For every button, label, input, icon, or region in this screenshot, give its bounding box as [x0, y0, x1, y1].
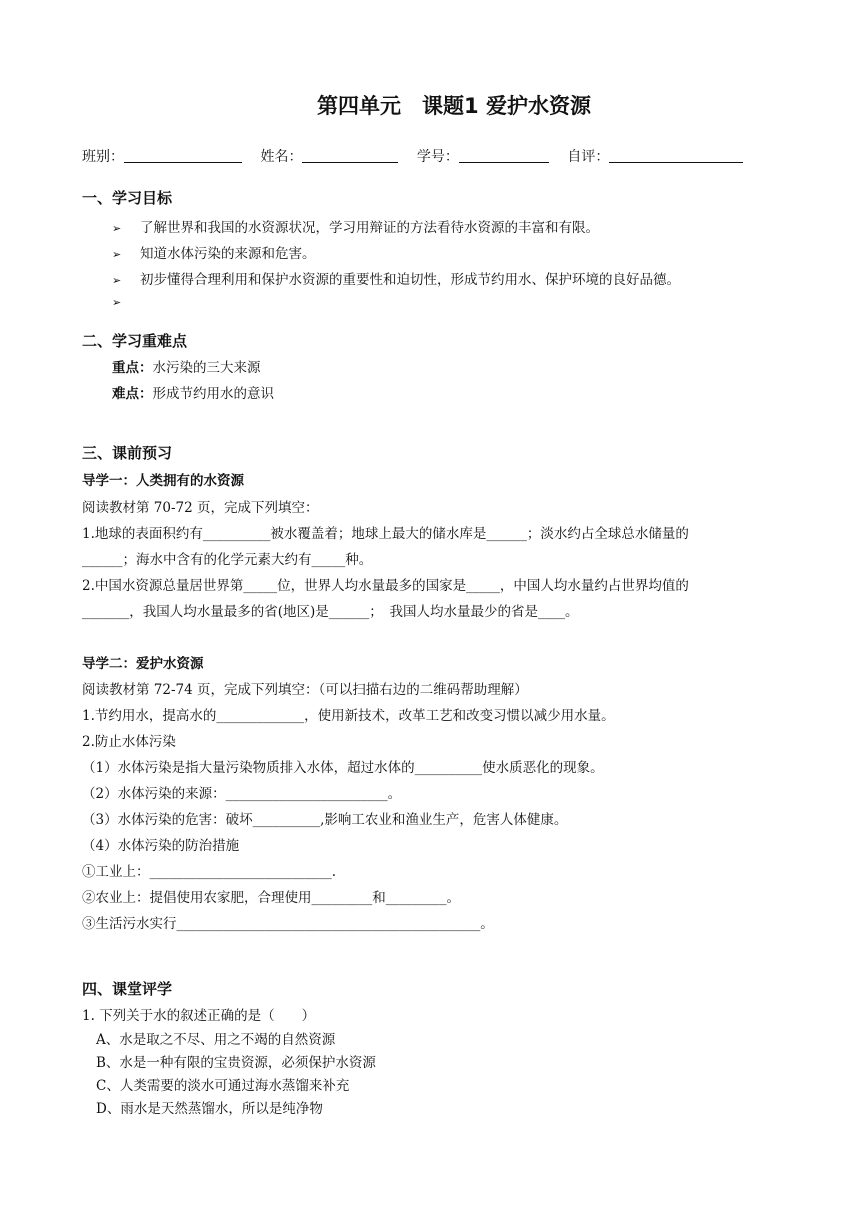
answer-option-c[interactable]: C、人类需要的淡水可通过海水蒸馏来补充: [96, 1078, 350, 1094]
guide2-line: ①工业上：___________________________.: [82, 864, 337, 880]
goal-item: ➢ 知道水体污染的来源和危害。: [112, 246, 316, 262]
arrow-bullet-icon: ➢: [112, 274, 122, 287]
arrow-bullet-icon: ➢: [112, 222, 122, 235]
class-blank[interactable]: [124, 148, 242, 163]
name-blank[interactable]: [302, 148, 398, 163]
guide2-line: ②农业上：提倡使用农家肥，合理使用_________和_________。: [82, 890, 460, 906]
key-point: 重点：水污染的三大来源: [112, 360, 261, 376]
page-title: 第四单元 课题1 爱护水资源: [317, 94, 591, 118]
arrow-bullet-icon: ➢: [112, 296, 122, 309]
name-label: 姓名：: [260, 149, 303, 165]
guide1-line: 2.中国水资源总量居世界第_____位，世界人均水量最多的国家是_____，中国人均水量约占世界均值的: [82, 578, 689, 594]
guide2-line: （1）水体污染是指大量污染物质排入水体，超过水体的__________使水质恶化的现象。: [82, 760, 604, 776]
section3-heading: 三、课前预习: [82, 444, 173, 462]
section2-heading: 二、学习重难点: [82, 332, 188, 350]
section1-heading: 一、学习目标: [82, 189, 173, 207]
guide2-line: 2.防止水体污染: [82, 734, 176, 750]
arrow-bullet-icon: ➢: [112, 248, 122, 261]
class-label: 班别：: [82, 149, 124, 165]
question: 1. 下列关于水的叙述正确的是（ ）: [82, 1008, 316, 1024]
section4-heading: 四、课堂评学: [82, 980, 173, 998]
number-label: 学号：: [416, 149, 459, 165]
eval-blank[interactable]: [609, 148, 743, 163]
eval-label: 自评：: [567, 149, 610, 165]
guide2-line: （2）水体污染的来源：________________________。: [82, 786, 402, 802]
guide1-line: _______，我国人均水量最多的省(地区)是______； 我国人均水量最少的省是____。: [82, 604, 579, 620]
goal-item: ➢ 了解世界和我国的水资源状况，学习用辩证的方法看待水资源的丰富和有限。: [112, 220, 599, 236]
guide2-line: （3）水体污染的危害：破坏__________,影响工农业和渔业生产，危害人体健康。: [82, 812, 568, 828]
goal-item: ➢ 初步懂得合理利用和保护水资源的重要性和迫切性，形成节约用水、保护环境的良好品德。: [112, 272, 680, 288]
guide2-line: 1.节约用水，提高水的_____________，使用新技术，改革工艺和改变习惯以减少用水量。: [82, 708, 615, 724]
answer-option-d[interactable]: D、雨水是天然蒸馏水，所以是纯净物: [96, 1101, 323, 1117]
difficult-point: 难点：形成节约用水的意识: [112, 386, 274, 402]
guide1-line: 1.地球的表面积约有__________被水覆盖着；地球上最大的储水库是______；淡水约占全球总水储量的: [82, 526, 689, 542]
goal-item: [112, 294, 140, 310]
student-info-row: [82, 146, 757, 166]
guide1-line: ______；海水中含有的化学元素大约有_____种。: [82, 552, 373, 568]
number-blank[interactable]: [459, 148, 549, 163]
guide1-title: 导学一：人类拥有的水资源: [82, 473, 244, 489]
answer-option-a[interactable]: A、水是取之不尽、用之不竭的自然资源: [96, 1032, 336, 1048]
guide1-intro: 阅读教材第 70-72 页，完成下列填空：: [82, 500, 319, 516]
guide2-title: 导学二：爱护水资源: [82, 656, 204, 672]
guide2-line: （4）水体污染的防治措施: [82, 838, 240, 854]
answer-option-b[interactable]: B、水是一种有限的宝贵资源，必须保护水资源: [96, 1055, 376, 1071]
guide2-intro: 阅读教材第 72-74 页，完成下列填空：（可以扫描右边的二维码帮助理解）: [82, 682, 528, 698]
guide2-line: ③生活污水实行_____________________________________________。: [82, 916, 494, 932]
